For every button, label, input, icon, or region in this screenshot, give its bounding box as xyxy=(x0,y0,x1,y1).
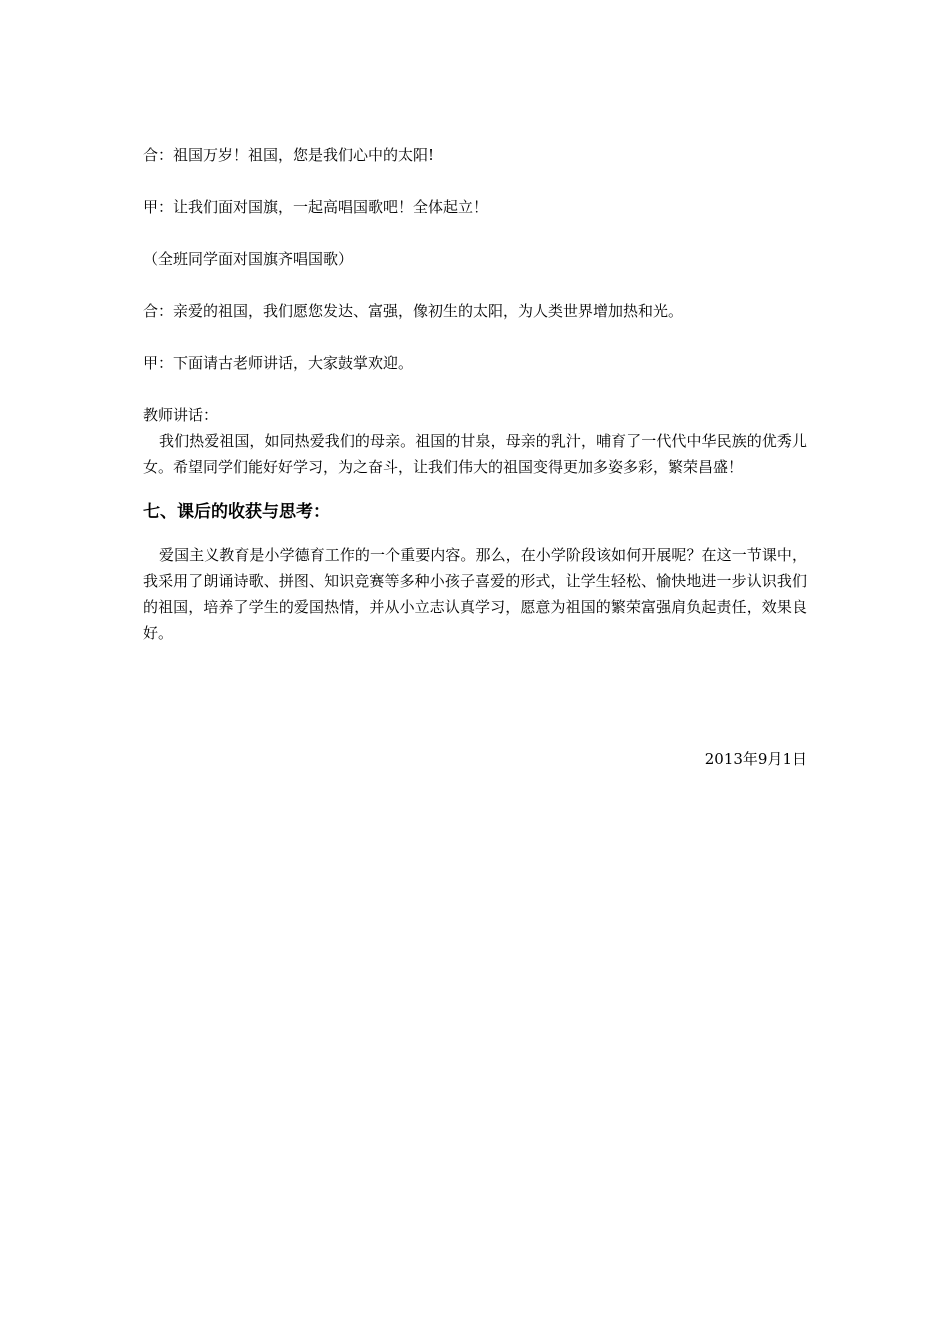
document-date: 2013年9月1日 xyxy=(704,750,807,768)
document-body xyxy=(143,142,807,646)
dialogue-line-chorus-2: 合：亲爱的祖国，我们愿您发达、富强，像初生的太阳，为人类世界增加热和光。 xyxy=(143,302,684,320)
section-heading: 七、课后的收获与思考： xyxy=(143,502,330,522)
dialogue-line-chorus-1: 合：祖国万岁！祖国，您是我们心中的太阳! xyxy=(143,146,435,164)
teacher-speech-label: 教师讲话： xyxy=(143,406,219,424)
teacher-speech-paragraph: 我们热爱祖国，如同热爱我们的母亲。祖国的甘泉，母亲的乳汁，哺育了一代代中华民族的优秀儿女。希望同学们能好好学习，为之奋斗，让我们伟大的祖国变得更加多姿多彩，繁荣昌盛！ xyxy=(143,432,807,476)
dialogue-line-jia-2: 甲：下面请古老师讲话，大家鼓掌欢迎。 xyxy=(143,354,414,372)
stage-direction: （全班同学面对国旗齐唱国歌） xyxy=(143,250,354,268)
reflection-paragraph: 爱国主义教育是小学德育工作的一个重要内容。那么，在小学阶段该如何开展呢？在这一节课中，我采用了朗诵诗歌、拼图、知识竞赛等多种小孩子喜爱的形式，让学生轻松、愉快地进一步认识我们的祖国，培养了学生的爱国热情，并从小立志认真学习，愿意为祖国的繁荣富强肩负起责任，效果良好。 xyxy=(143,546,807,642)
dialogue-line-jia-1: 甲：让我们面对国旗，一起高唱国歌吧！全体起立！ xyxy=(143,198,489,216)
